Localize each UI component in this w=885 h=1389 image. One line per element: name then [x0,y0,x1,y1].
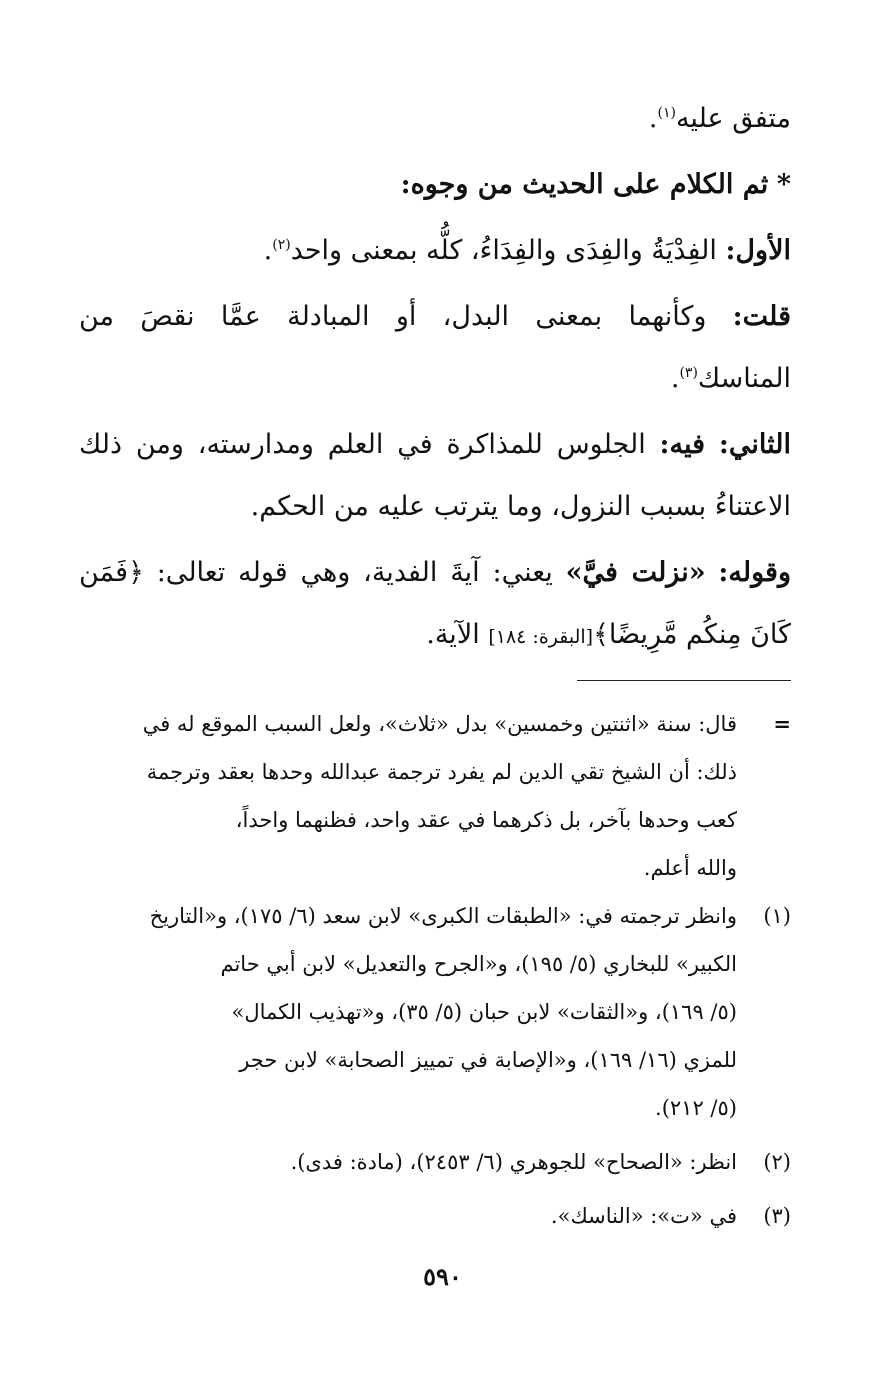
footnote-line: والله أعلم. [643,856,737,880]
footnote-3 [79,1192,791,1240]
page-number: ٥٩٠ [423,1262,462,1291]
footnote-line: كعب وحدها بآخر، بل ذكرهما في عقد واحد، فظنهما واحداً، [235,808,737,832]
text: الجلوس للمذاكرة في العلم ومدارسته، ومن ذلك [79,429,646,460]
paragraph-second-line2 [79,476,791,538]
text: الآية. [426,619,480,650]
footnote-body [79,700,737,892]
paragraph-qultu-line2 [79,348,791,410]
footnote-line: ذلك: أن الشيخ تقي الدين لم يفرد ترجمة عبدالله وحدها بعقد وترجمة [146,760,737,784]
verse-citation: [البقرة: ١٨٤] [488,626,594,648]
quran-verse: كَانَ مِنكُم مَّرِيضًا﴾ [593,619,791,650]
text: . [648,103,658,134]
footnote-body [79,892,737,1132]
paragraph-qultu-line1 [79,286,791,348]
footnote-body [79,1192,737,1240]
point-label: الأول: [725,235,791,266]
point-label: قلت: [732,301,791,332]
footnote-line: وانظر ترجمته في: «الطبقات الكبرى» لابن سعد (٦/ ١٧٥)، و«التاريخ [149,904,737,928]
paragraph-second-line1 [79,414,791,476]
text: . [670,363,680,394]
footnote-separator [577,680,791,681]
text: يعني: آيةَ الفدية، وهي قوله تعالى: ﴿فَمَن [79,557,553,588]
text: متفق عليه [675,103,791,134]
main-text [79,88,791,668]
paragraph-first [79,220,791,282]
point-sublabel: فيه: [659,429,706,460]
footnote-continuation [79,700,791,892]
footnote-line: (٥/ ١٦٩)، و«الثقات» لابن حبان (٥/ ٣٥)، و«تهذيب الكمال» [231,1000,737,1024]
footnote-line: الكبير» للبخاري (٥/ ١٩٥)، و«الجرح والتعديل» لابن أبي حاتم [220,952,737,976]
footnote-number: (٣) [763,1204,791,1228]
footnote-line: في «ت»: «الناسك». [550,1204,737,1228]
footnotes [79,700,791,1240]
paragraph-qawluh-line1 [79,542,791,604]
paragraph-muttafaq [79,88,791,150]
footnote-ref-2: (٢) [272,237,291,253]
asterisk-icon: * [776,169,791,200]
footnote-line: (٥/ ٢١٢). [655,1096,737,1120]
footnote-line: قال: سنة «اثنتين وخمسين» بدل «ثلاث»، ولعل السبب الموقع له في [142,712,737,736]
hadith-quote: «نزلت فيَّ» [565,557,706,588]
text: الاعتناءُ بسبب النزول، وما يترتب عليه من الحكم. [250,491,791,522]
text: الفِدْيَةُ والفِدَى والفِدَاءُ، كلُّه بمعنى واحد [290,235,717,266]
text: المناسك [697,363,791,394]
text: . [263,235,273,266]
footnote-line: انظر: «الصحاح» للجوهري (٦/ ٢٤٥٣)، (مادة: فدى). [290,1150,737,1174]
footnote-ref-1: (١) [657,105,676,121]
footnote-body [79,1138,737,1186]
paragraph-heading [79,154,791,216]
footnote-number: (٢) [763,1150,791,1174]
footnote-2 [79,1138,791,1186]
point-label: وقوله: [718,557,791,588]
footnote-line: للمزي (١٦/ ١٦٩)، و«الإصابة في تمييز الصحابة» لابن حجر [239,1048,737,1072]
footnote-ref-3: (٣) [679,365,698,381]
paragraph-qawluh-line2 [79,604,791,668]
point-label: الثاني: [718,429,791,460]
continuation-mark: = [773,711,791,736]
section-heading: ثم الكلام على الحديث من وجوه: [400,169,769,200]
text: وكأنهما بمعنى البدل، أو المبادلة عمَّا نقصَ من [79,301,707,332]
footnote-number: (١) [763,904,791,928]
footnote-1 [79,892,791,1132]
